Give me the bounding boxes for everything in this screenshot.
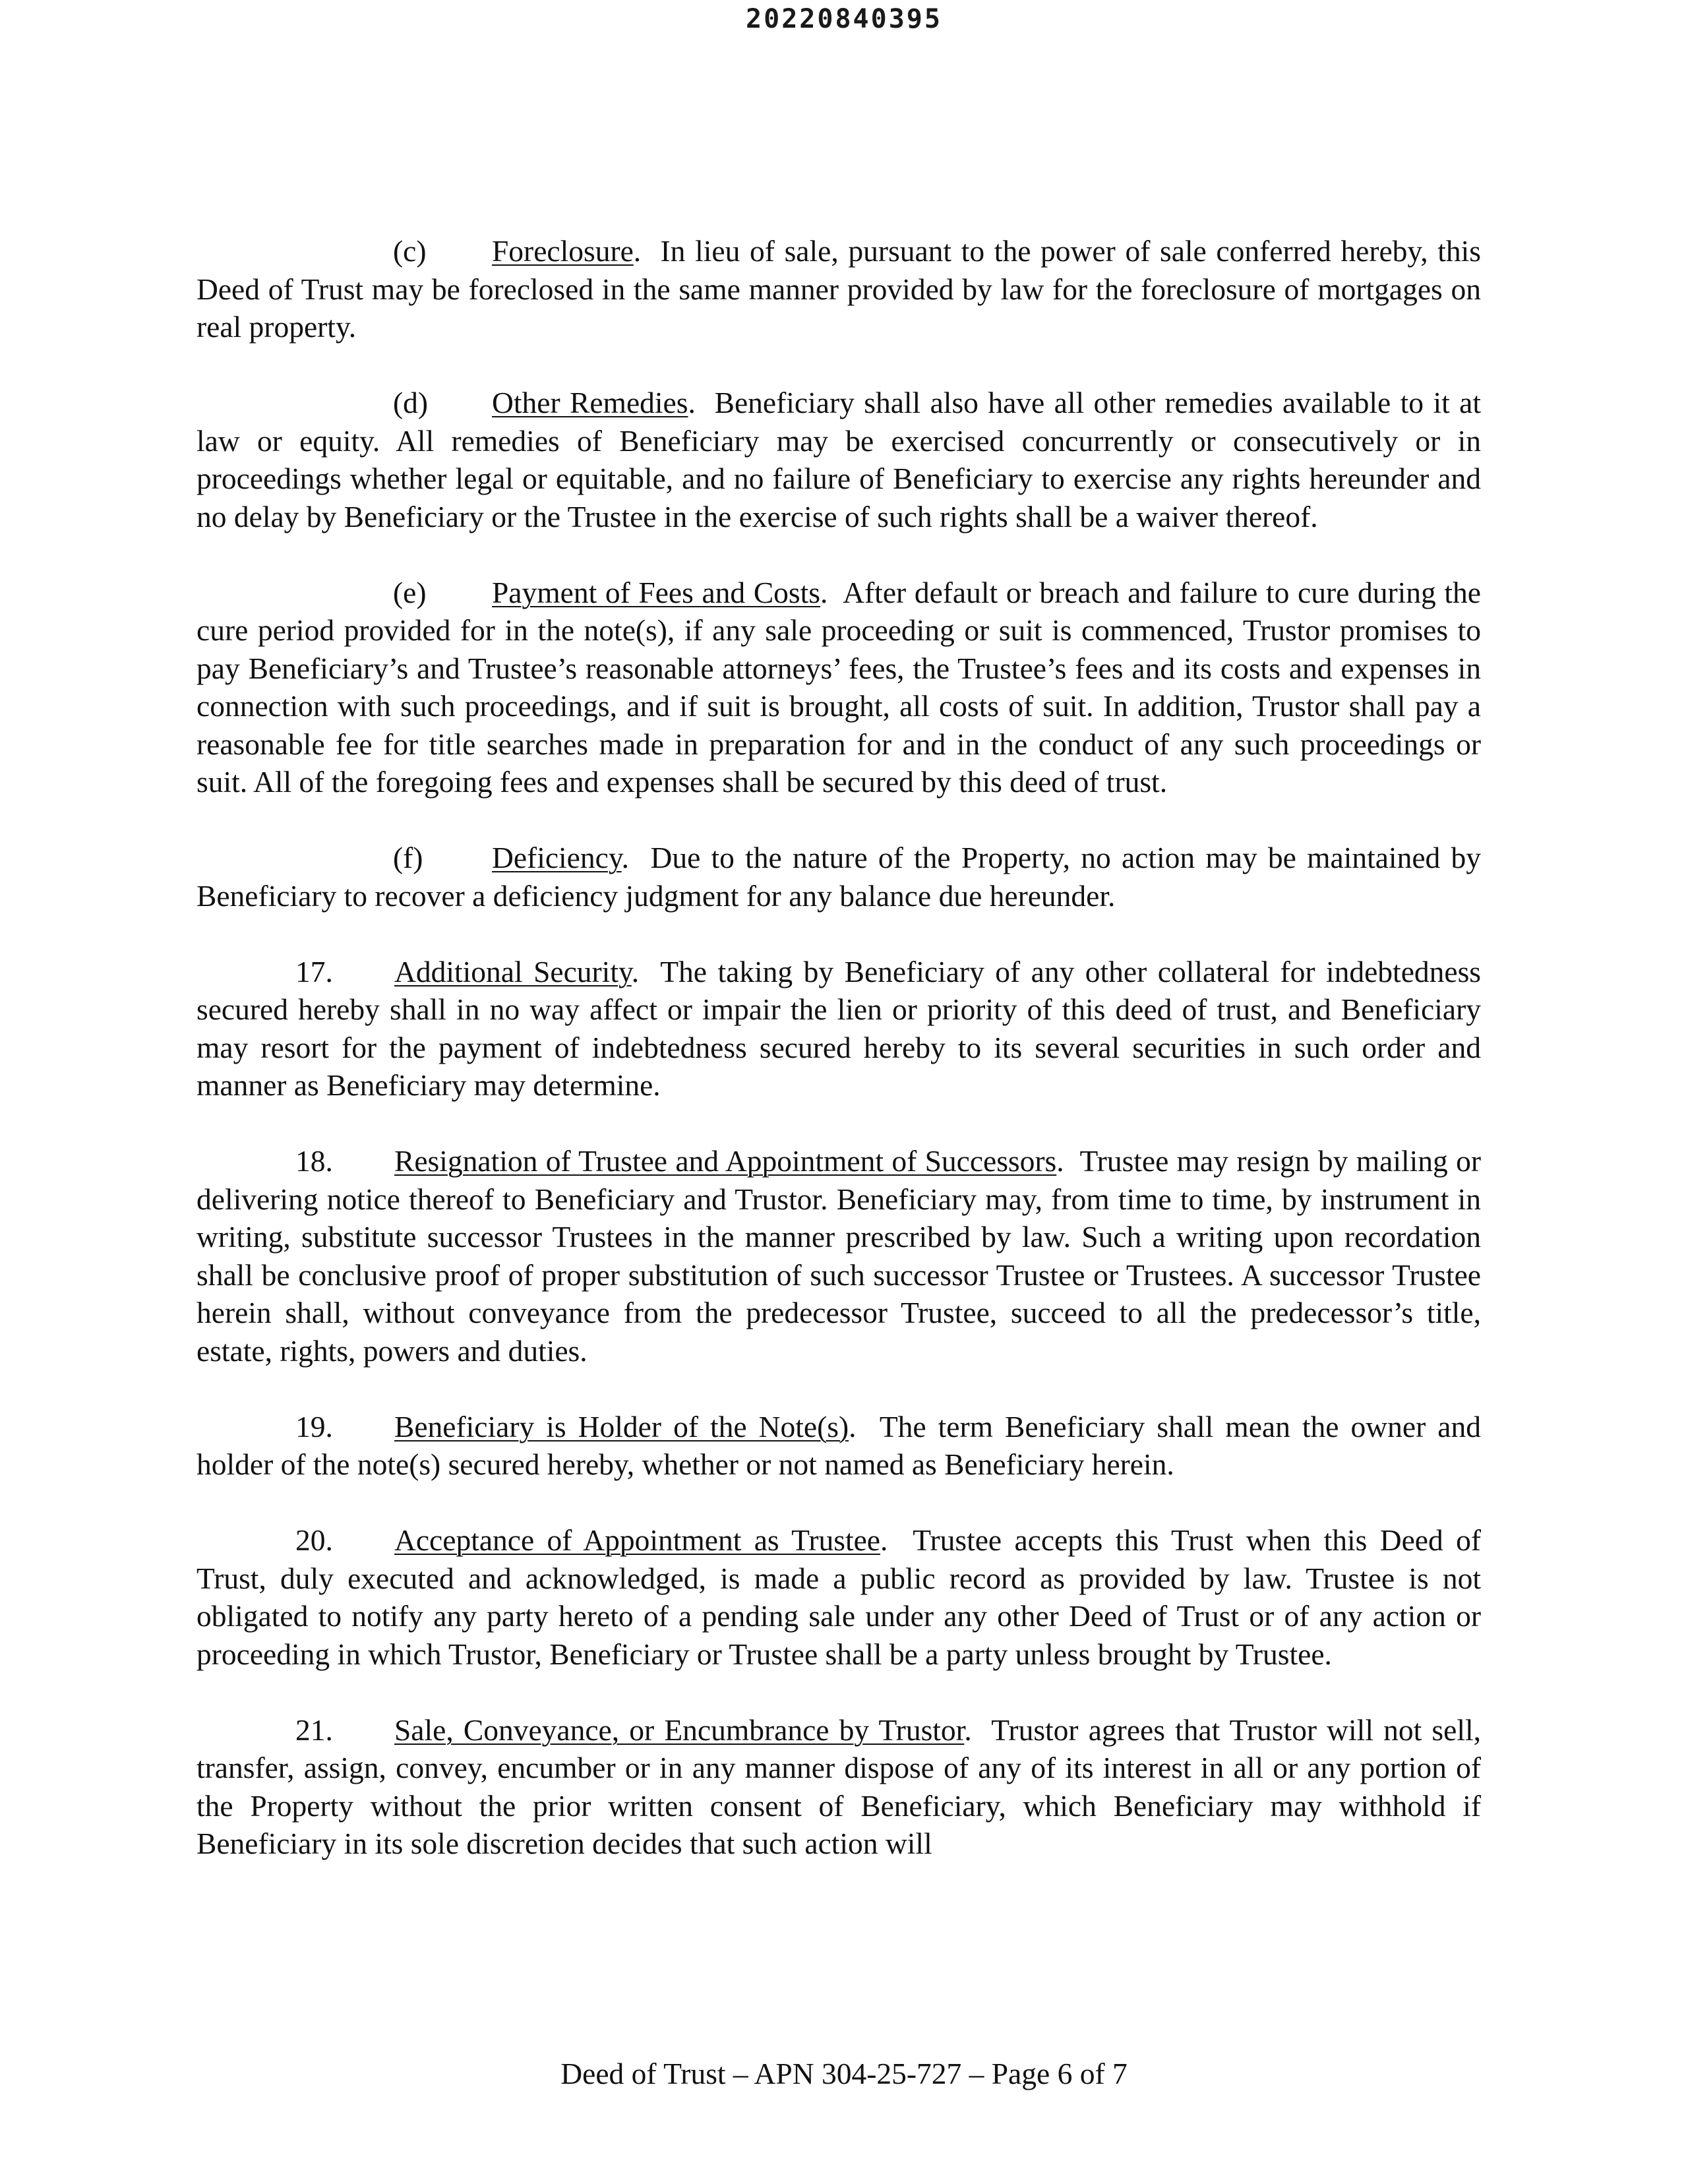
page-footer: Deed of Trust – APN 304-25-727 – Page 6 of 7 — [560, 2057, 1128, 2090]
paragraph-text: Due to the nature of the Property, no action may be maintained by Beneficiary to recover a deficiency judgment for any balance due hereunder. — [196, 841, 1481, 913]
paragraph-number: 21. — [295, 1713, 333, 1747]
paragraph-heading: Beneficiary is Holder of the Note(s) — [394, 1409, 849, 1443]
document-number: 20220840395 — [746, 4, 942, 34]
paragraph-foreclosure: (c) Foreclosure. In lieu of sale, pursuant to the power of sale conferred hereby, this Deed of Trust may be foreclosed in the same manner provided by law for the foreclosure of mortgages on real property. — [196, 232, 1481, 346]
paragraph-heading: Payment of Fees and Costs — [492, 575, 820, 609]
paragraph-text: In lieu of sale, pursuant to the power of sale conferred hereby, this Deed of Trust may be foreclosed in the same manner provided by law for the foreclosure of mortgages on real property. — [196, 234, 1482, 344]
paragraph-deficiency: (f) Deficiency. Due to the nature of the Property, no action may be maintained by Beneficiary to recover a deficiency judgment for any balance due hereunder. — [196, 839, 1481, 915]
paragraph-heading: Acceptance of Appointment as Trustee — [394, 1523, 880, 1557]
paragraph-heading: Resignation of Trustee and Appointment of Successors — [394, 1144, 1057, 1178]
paragraph-acceptance-of-appointment: 20. Acceptance of Appointment as Trustee. Trustee accepts this Trust when this Deed of Trust, duly executed and acknowledged, is made a public record as provided by law. Trustee is not obligated to notify any party hereto of a pending sale under any other Deed of Trust or of any action or proceeding in which Trustor, Beneficiary or Trustee shall be a party unless brought by Trustee. — [196, 1521, 1481, 1673]
paragraph-other-remedies: (d) Other Remedies. Beneficiary shall also have all other remedies available to it at law or equity. All remedies of Beneficiary may be exercised concurrently or consecutively or in proceedings whether legal or equitable, and no failure of Beneficiary to exercise any rights hereunder and no delay by Beneficiary or the Trustee in the exercise of such rights shall be a waiver thereof. — [196, 384, 1481, 535]
paragraph-text: Trustee accepts this Trust when this Deed of Trust, duly executed and acknowledged, is made a public record as provided by law. Trustee is not obligated to notify any party hereto of a pending sale under any other Deed of Trust or of any action or proceeding in which Trustor, Beneficiary or Trustee shall be a party unless brought by Trustee. — [196, 1523, 1481, 1671]
document-body — [196, 232, 1481, 1900]
paragraph-text: Trustor agrees that Trustor will not sell, transfer, assign, convey, encumber or in any manner dispose of any of its interest in all or any portion of the Property without the prior written consent of Beneficiary, which Beneficiary may withhold if Beneficiary in its sole discretion decides that such action will — [196, 1713, 1481, 1860]
paragraph-heading: Sale, Conveyance, or Encumbrance by Trustor — [394, 1713, 965, 1747]
paragraph-sale-conveyance: 21. Sale, Conveyance, or Encumbrance by Trustor. Trustor agrees that Trustor will not sell, transfer, assign, convey, encumber or in any manner dispose of any of its interest in all or any portion of the Property without the prior written consent of Beneficiary, which Beneficiary may withhold if Beneficiary in its sole discretion decides that such action will — [196, 1711, 1481, 1863]
paragraph-number: 20. — [295, 1523, 333, 1557]
paragraph-number: 18. — [295, 1144, 333, 1178]
paragraph-resignation-of-trustee: 18. Resignation of Trustee and Appointment of Successors. Trustee may resign by mailing or delivering notice thereof to Beneficiary and Trustor. Beneficiary may, from time to time, by instrument in writing, substitute successor Trustees in the manner prescribed by law. Such a writing upon recordation shall be conclusive proof of proper substitution of such successor Trustee or Trustees. A successor Trustee herein shall, without conveyance from the predecessor Trustee, succeed to all the predecessor’s title, estate, rights, powers and duties. — [196, 1142, 1481, 1370]
paragraph-payment-of-fees: (e) Payment of Fees and Costs. After default or breach and failure to cure during the cure period provided for in the note(s), if any sale proceeding or suit is commenced, Trustor promises to pay Beneficiary’s and Trustee’s reasonable attorneys’ fees, the Trustee’s fees and its costs and expenses in connection with such proceedings, and if suit is brought, all costs of suit. In addition, Trustor shall pay a reasonable fee for title searches made in preparation for and in the conduct of any such proceedings or suit. All of the foregoing fees and expenses shall be secured by this deed of trust. — [196, 574, 1481, 801]
paragraph-label: (e) — [393, 575, 427, 609]
paragraph-text: Trustee may resign by mailing or delivering notice thereof to Beneficiary and Trustor. Beneficiary may, from time to time, by instrument in writing, substitute successor Trustees in the manner prescribed by law. Such a writing upon recordation shall be conclusive proof of proper substitution of such successor Trustee or Trustees. A successor Trustee herein shall, without conveyance from the predecessor Trustee, succeed to all the predecessor’s title, estate, rights, powers and duties. — [196, 1144, 1481, 1368]
paragraph-number: 19. — [295, 1409, 333, 1443]
paragraph-text: Beneficiary shall also have all other remedies available to it at law or equity. All remedies of Beneficiary may be exercised concurrently or consecutively or in proceedings whether legal or equitable, and no failure of Beneficiary to exercise any rights hereunder and no delay by Beneficiary or the Trustee in the exercise of such rights shall be a waiver thereof. — [196, 386, 1481, 533]
paragraph-label: (f) — [393, 841, 423, 874]
paragraph-text: The term Beneficiary shall mean the owner and holder of the note(s) secured hereby, whether or not named as Beneficiary herein. — [196, 1409, 1481, 1481]
paragraph-heading: Foreclosure — [492, 234, 634, 268]
paragraph-heading: Additional Security — [394, 954, 632, 988]
paragraph-additional-security: 17. Additional Security. The taking by Beneficiary of any other collateral for indebtedness secured hereby shall in no way affect or impair the lien or priority of this deed of trust, and Beneficiary may resort for the payment of indebtedness secured hereby to its several securities in such order and manner as Beneficiary may determine. — [196, 953, 1481, 1105]
paragraph-label: (d) — [393, 386, 429, 419]
paragraph-heading: Other Remedies — [492, 386, 688, 419]
paragraph-label: (c) — [393, 234, 427, 268]
paragraph-beneficiary-holder: 19. Beneficiary is Holder of the Note(s). The term Beneficiary shall mean the owner and holder of the note(s) secured hereby, whether or not named as Beneficiary herein. — [196, 1408, 1481, 1484]
paragraph-heading: Deficiency — [492, 841, 622, 874]
paragraph-number: 17. — [295, 954, 333, 988]
paragraph-text: After default or breach and failure to cure during the cure period provided for in the note(s), if any sale proceeding or suit is commenced, Trustor promises to pay Beneficiary’s and Trustee’s reasonable attorneys’ fees, the Trustee’s fees and its costs and expenses in connection with such proceedings, and if suit is brought, all costs of suit. In addition, Trustor shall pay a reasonable fee for title searches made in preparation for and in the conduct of any such proceedings or suit. All of the foregoing fees and expenses shall be secured by this deed of trust. — [196, 575, 1481, 799]
paragraph-text: The taking by Beneficiary of any other collateral for indebtedness secured hereby shall in no way affect or impair the lien or priority of this deed of trust, and Beneficiary may resort for the payment of indebtedness secured hereby to its several securities in such order and manner as Beneficiary may determine. — [196, 954, 1481, 1102]
